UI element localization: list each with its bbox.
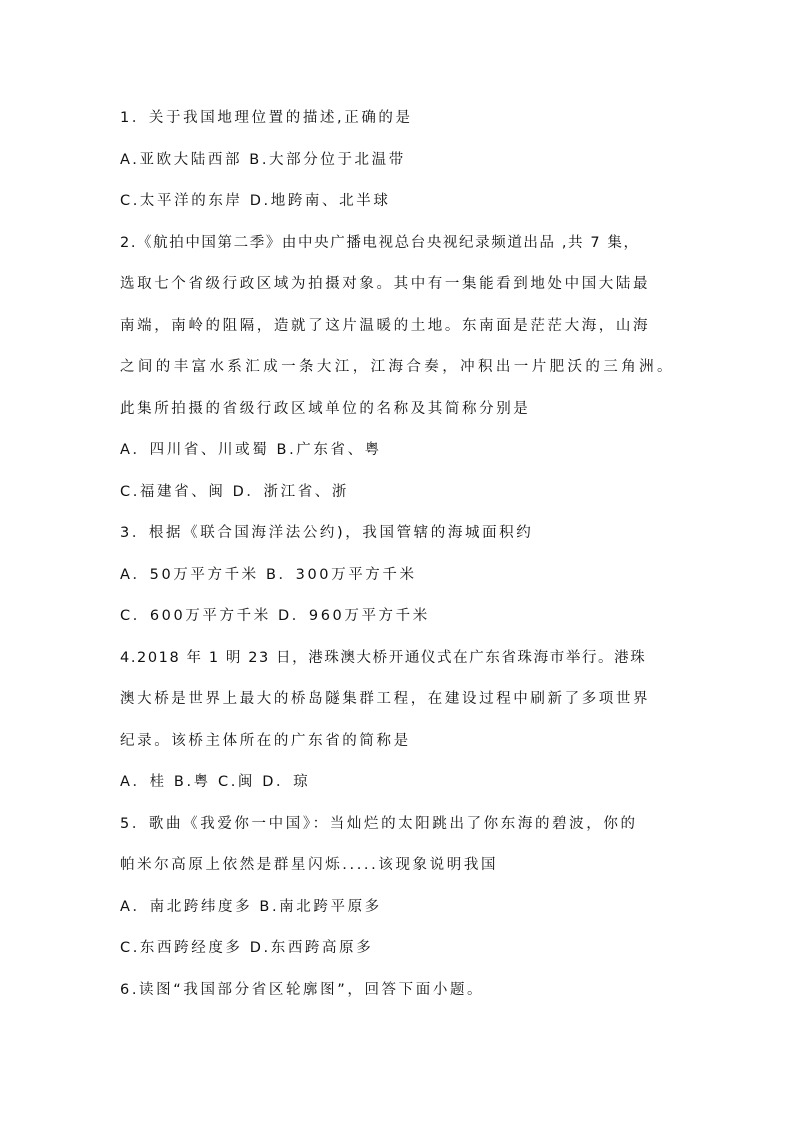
question-1-options-cd: C.太平洋的东岸 D.地跨南、北半球 — [120, 193, 391, 209]
question-2-options-cd: C.福建省、闽 D．浙江省、浙 — [120, 484, 350, 500]
question-2-options-ab: A．四川省、川或蜀 B.广东省、粤 — [120, 442, 382, 458]
question-5-stem-line-2: 帕米尔高原上依然是群星闪烁.....该现象说明我国 — [120, 857, 499, 873]
question-3-options-cd: C．600万平方千米 D．960万平方千米 — [120, 608, 430, 624]
question-2-stem-line-4: 之间的丰富水系汇成一条大江，江海合奏，冲积出一片肥沃的三角洲。 — [120, 359, 675, 375]
question-5-stem-line-1: 5．歌曲《我爱你一中国》：当灿烂的太阳跳出了你东海的碧波，你的 — [120, 816, 638, 832]
question-4-stem-line-3: 纪录。该桥主体所在的广东省的简称是 — [120, 733, 411, 749]
question-2-stem-line-2: 选取七个省级行政区域为拍摄对象。其中有一集能看到地处中国大陆最 — [120, 276, 651, 292]
question-4-stem-line-1: 4.2018 年 1 明 23 日，港珠澳大桥开通仪式在广东省珠海市举行。港珠 — [120, 650, 647, 666]
question-2-stem-line-1: 2.《航拍中国第二季》由中央广播电视总台央视纪录频道出品 ,共 7 集， — [120, 235, 640, 251]
question-5-options-cd: C.东西跨经度多 D.东西跨高原多 — [120, 940, 374, 956]
question-2-stem-line-5: 此集所拍摄的省级行政区域单位的名称及其简称分别是 — [120, 401, 531, 417]
question-4-stem-line-2: 澳大桥是世界上最大的桥岛隧集群工程，在建设过程中刷新了多项世界 — [120, 691, 651, 707]
question-3-options-ab: A．50万平方千米 B．300万平方千米 — [120, 567, 417, 583]
question-4-options: A．桂 B.粤 C.闽 D．琼 — [120, 774, 311, 790]
question-2-stem-line-3: 南端，南岭的阻隔，造就了这片温暖的土地。东南面是茫茫大海，山海 — [120, 318, 651, 334]
question-1-options-ab: A.亚欧大陆西部 B.大部分位于北温带 — [120, 152, 406, 168]
question-3-stem: 3．根据《联合国海洋法公约)，我国管辖的海城面积约 — [120, 525, 534, 541]
question-6-stem: 6.读图“我国部分省区轮廓图”，回答下面小题。 — [120, 982, 485, 998]
question-1-stem: 1．关于我国地理位置的描述,正确的是 — [120, 110, 413, 126]
question-5-options-ab: A．南北跨纬度多 B.南北跨平原多 — [120, 899, 382, 915]
